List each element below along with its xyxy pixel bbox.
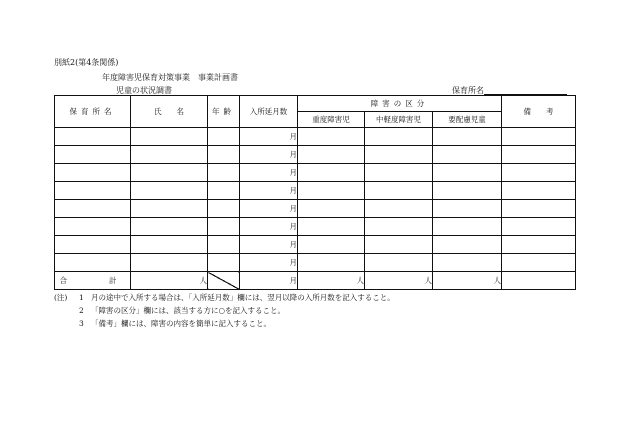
cell-child-name[interactable]: [131, 128, 208, 146]
header-disability-category: 障害の区分: [298, 96, 502, 112]
cell-months[interactable]: 月: [240, 254, 298, 272]
cell-moderate[interactable]: [365, 164, 433, 182]
document-title: 年度障害児保育対策事業 事業計画書: [102, 73, 238, 82]
cell-child-name[interactable]: [131, 218, 208, 236]
cell-special-care[interactable]: [433, 164, 502, 182]
cell-moderate[interactable]: [365, 128, 433, 146]
header-age: 年齢: [208, 96, 240, 128]
cell-moderate[interactable]: [365, 254, 433, 272]
form-reference: 別紙2(第4条関係): [54, 58, 119, 67]
document-subtitle: 児童の状況調書: [116, 86, 172, 95]
cell-severe[interactable]: [298, 182, 365, 200]
header-months: 入所延月数: [240, 96, 298, 128]
cell-child-name[interactable]: [131, 146, 208, 164]
child-status-table: [54, 95, 576, 290]
cell-severe[interactable]: [298, 128, 365, 146]
cell-nursery-name[interactable]: [55, 164, 131, 182]
header-moderate: 中軽度障害児: [365, 112, 433, 128]
cell-severe[interactable]: [298, 254, 365, 272]
cell-remarks[interactable]: [502, 146, 576, 164]
cell-nursery-name[interactable]: [55, 146, 131, 164]
cell-months[interactable]: 月: [240, 200, 298, 218]
cell-severe[interactable]: [298, 164, 365, 182]
cell-severe[interactable]: [298, 146, 365, 164]
header-nursery-name: 保育所名: [55, 96, 131, 128]
cell-age[interactable]: [208, 146, 240, 164]
cell-child-name[interactable]: [131, 236, 208, 254]
cell-months[interactable]: 月: [240, 218, 298, 236]
cell-remarks[interactable]: [502, 254, 576, 272]
total-person-unit: 人: [131, 272, 208, 290]
cell-special-care[interactable]: [433, 236, 502, 254]
header-child-name: 氏 名: [131, 96, 208, 128]
cell-months[interactable]: 月: [240, 164, 298, 182]
cell-age[interactable]: [208, 236, 240, 254]
table-row: [55, 254, 576, 272]
total-month-unit: 月: [240, 272, 298, 290]
cell-severe[interactable]: [298, 200, 365, 218]
cell-months[interactable]: 月: [240, 182, 298, 200]
cell-nursery-name[interactable]: [55, 182, 131, 200]
total-age-slash: [208, 272, 240, 290]
header-severe: 重度障害児: [298, 112, 365, 128]
note-number: 2: [79, 306, 84, 315]
note-text: 「備考」欄には、障害の内容を簡単に記入すること。: [91, 319, 271, 328]
total-remarks-cell: [502, 272, 576, 290]
cell-child-name[interactable]: [131, 200, 208, 218]
cell-moderate[interactable]: [365, 236, 433, 254]
cell-moderate[interactable]: [365, 182, 433, 200]
cell-moderate[interactable]: [365, 218, 433, 236]
cell-age[interactable]: [208, 200, 240, 218]
cell-nursery-name[interactable]: [55, 128, 131, 146]
cell-severe[interactable]: [298, 218, 365, 236]
total-special-care-unit: 人: [433, 272, 502, 290]
table-row: [55, 200, 576, 218]
cell-special-care[interactable]: [433, 218, 502, 236]
table-row: [55, 182, 576, 200]
cell-moderate[interactable]: [365, 200, 433, 218]
note-text: 「障害の区分」欄には、該当する方に○を記入すること。: [91, 306, 286, 315]
table-row: [55, 236, 576, 254]
cell-nursery-name[interactable]: [55, 236, 131, 254]
cell-months[interactable]: 月: [240, 128, 298, 146]
cell-age[interactable]: [208, 218, 240, 236]
cell-severe[interactable]: [298, 236, 365, 254]
cell-special-care[interactable]: [433, 146, 502, 164]
total-row: [55, 272, 576, 290]
nursery-name-label: 保育所名: [452, 86, 484, 95]
table-row: [55, 164, 576, 182]
cell-months[interactable]: 月: [240, 236, 298, 254]
cell-special-care[interactable]: [433, 200, 502, 218]
cell-remarks[interactable]: [502, 128, 576, 146]
cell-remarks[interactable]: [502, 200, 576, 218]
header-special-care: 要配慮児童: [433, 112, 502, 128]
header-remarks: 備 考: [502, 96, 576, 128]
cell-months[interactable]: 月: [240, 146, 298, 164]
cell-remarks[interactable]: [502, 236, 576, 254]
table-row: [55, 128, 576, 146]
cell-child-name[interactable]: [131, 164, 208, 182]
cell-age[interactable]: [208, 128, 240, 146]
note-number: 3: [79, 319, 84, 328]
cell-special-care[interactable]: [433, 182, 502, 200]
cell-remarks[interactable]: [502, 182, 576, 200]
cell-nursery-name[interactable]: [55, 218, 131, 236]
total-severe-unit: 人: [298, 272, 365, 290]
note-text: 月の途中で入所する場合は、「入所延月数」欄には、翌月以降の入所月数を記入すること。: [91, 293, 395, 302]
table-row: [55, 218, 576, 236]
cell-age[interactable]: [208, 164, 240, 182]
cell-nursery-name[interactable]: [55, 254, 131, 272]
cell-remarks[interactable]: [502, 218, 576, 236]
total-label: 合 計: [55, 272, 131, 290]
cell-special-care[interactable]: [433, 254, 502, 272]
cell-remarks[interactable]: [502, 164, 576, 182]
table-row: [55, 146, 576, 164]
cell-age[interactable]: [208, 182, 240, 200]
notes-prefix: (注): [54, 293, 68, 302]
cell-moderate[interactable]: [365, 146, 433, 164]
total-moderate-unit: 人: [365, 272, 433, 290]
cell-child-name[interactable]: [131, 254, 208, 272]
cell-child-name[interactable]: [131, 182, 208, 200]
cell-age[interactable]: [208, 254, 240, 272]
cell-nursery-name[interactable]: [55, 200, 131, 218]
note-number: 1: [79, 293, 84, 302]
cell-special-care[interactable]: [433, 128, 502, 146]
